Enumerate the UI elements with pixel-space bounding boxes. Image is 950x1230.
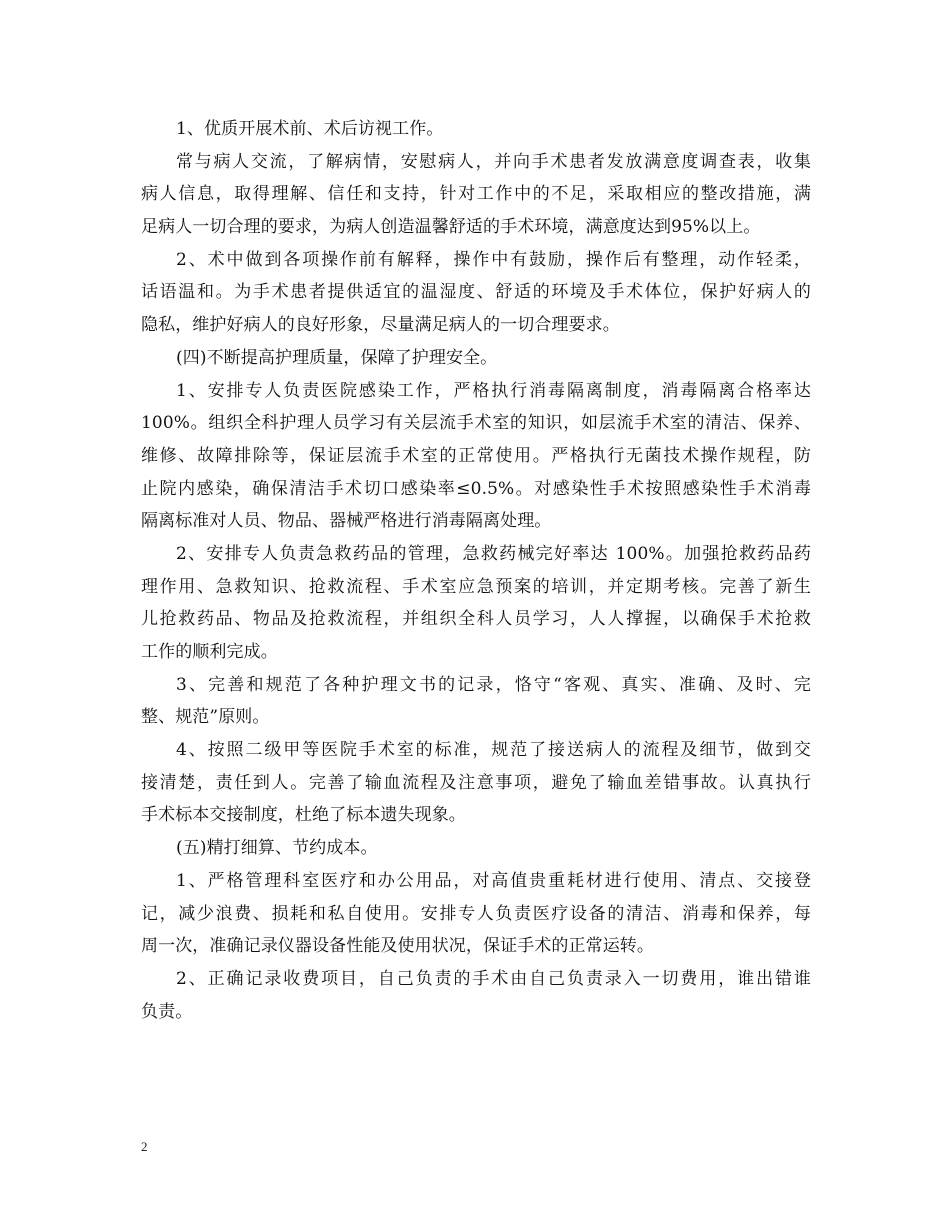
page-number: 2 (141, 1139, 148, 1154)
text-line: 2、术中做到各项操作前有解释，操作中有鼓励，操作后有整理，动作轻柔， (176, 249, 811, 270)
text-line: 1、严格管理科室医疗和办公用品，对高值贵重耗材进行使用、清点、交接登 (176, 870, 811, 891)
text-line: 周一次，准确记录仪器设备性能及使用状况，保证手术的正常运转。 (141, 936, 654, 957)
text-line: 4、按照二级甲等医院手术室的标准，规范了接送病人的流程及细节，做到交 (176, 740, 811, 761)
text-line: 2、安排专人负责急救药品的管理，急救药械完好率达 100%。加强抢救药品药 (176, 543, 811, 564)
text-line: 整、规范”原则。 (141, 707, 270, 728)
text-line: (五)精打细算、节约成本。 (176, 838, 378, 859)
text-line: 止院内感染，确保清洁手术切口感染率≤0.5%。对感染性手术按照感染性手术消毒 (141, 478, 811, 499)
text-line: 2、正确记录收费项目，自己负责的手术由自己负责录入一切费用，谁出错谁 (176, 968, 811, 989)
text-line: 100%。组织全科护理人员学习有关层流手术室的知识，如层流手术室的清洁、保养、 (141, 413, 811, 434)
text-line: (四)不断提高护理质量，保障了护理安全。 (176, 347, 498, 368)
text-line: 维修、故障排除等，保证层流手术室的正常使用。严格执行无菌技术操作规程，防 (141, 445, 811, 466)
document-body (141, 113, 811, 1028)
text-line: 隔离标准对人员、物品、器械严格进行消毒隔离处理。 (141, 511, 552, 532)
text-line: 1、安排专人负责医院感染工作，严格执行消毒隔离制度，消毒隔离合格率达 (176, 380, 811, 401)
text-line: 工作的顺利完成。 (141, 642, 278, 662)
text-line: 足病人一切合理的要求，为病人创造温馨舒适的手术环境，满意度达到95%以上。 (141, 217, 761, 238)
text-line: 记，减少浪费、损耗和私自使用。安排专人负责医疗设备的清洁、消毒和保养，每 (141, 903, 811, 924)
text-line: 3、完善和规范了各种护理文书的记录，恪守“客观、真实、准确、及时、完 (176, 674, 811, 695)
text-line: 1、优质开展术前、术后访视工作。 (176, 119, 444, 139)
text-line: 病人信息，取得理解、信任和支持，针对工作中的不足，采取相应的整改措施，满 (141, 184, 811, 205)
text-line: 手术标本交接制度，杜绝了标本遗失现象。 (141, 805, 466, 826)
text-line: 隐私，维护好病人的良好形象，尽量满足病人的一切合理要求。 (141, 315, 620, 336)
text-line: 负责。 (141, 1001, 193, 1022)
text-line: 理作用、急救知识、抢救流程、手术室应急预案的培训，并定期考核。完善了新生 (141, 576, 811, 597)
text-line: 常与病人交流，了解病情，安慰病人，并向手术患者发放满意度调查表，收集 (176, 151, 811, 172)
text-line: 话语温和。为手术患者提供适宜的温湿度、舒适的环境及手术体位，保护好病人的 (141, 282, 811, 303)
text-line: 儿抢救药品、物品及抢救流程，并组织全科人员学习，人人撑握，以确保手术抢救 (141, 609, 811, 630)
text-line: 接清楚，责任到人。完善了输血流程及注意事项，避免了输血差错事故。认真执行 (141, 772, 811, 793)
